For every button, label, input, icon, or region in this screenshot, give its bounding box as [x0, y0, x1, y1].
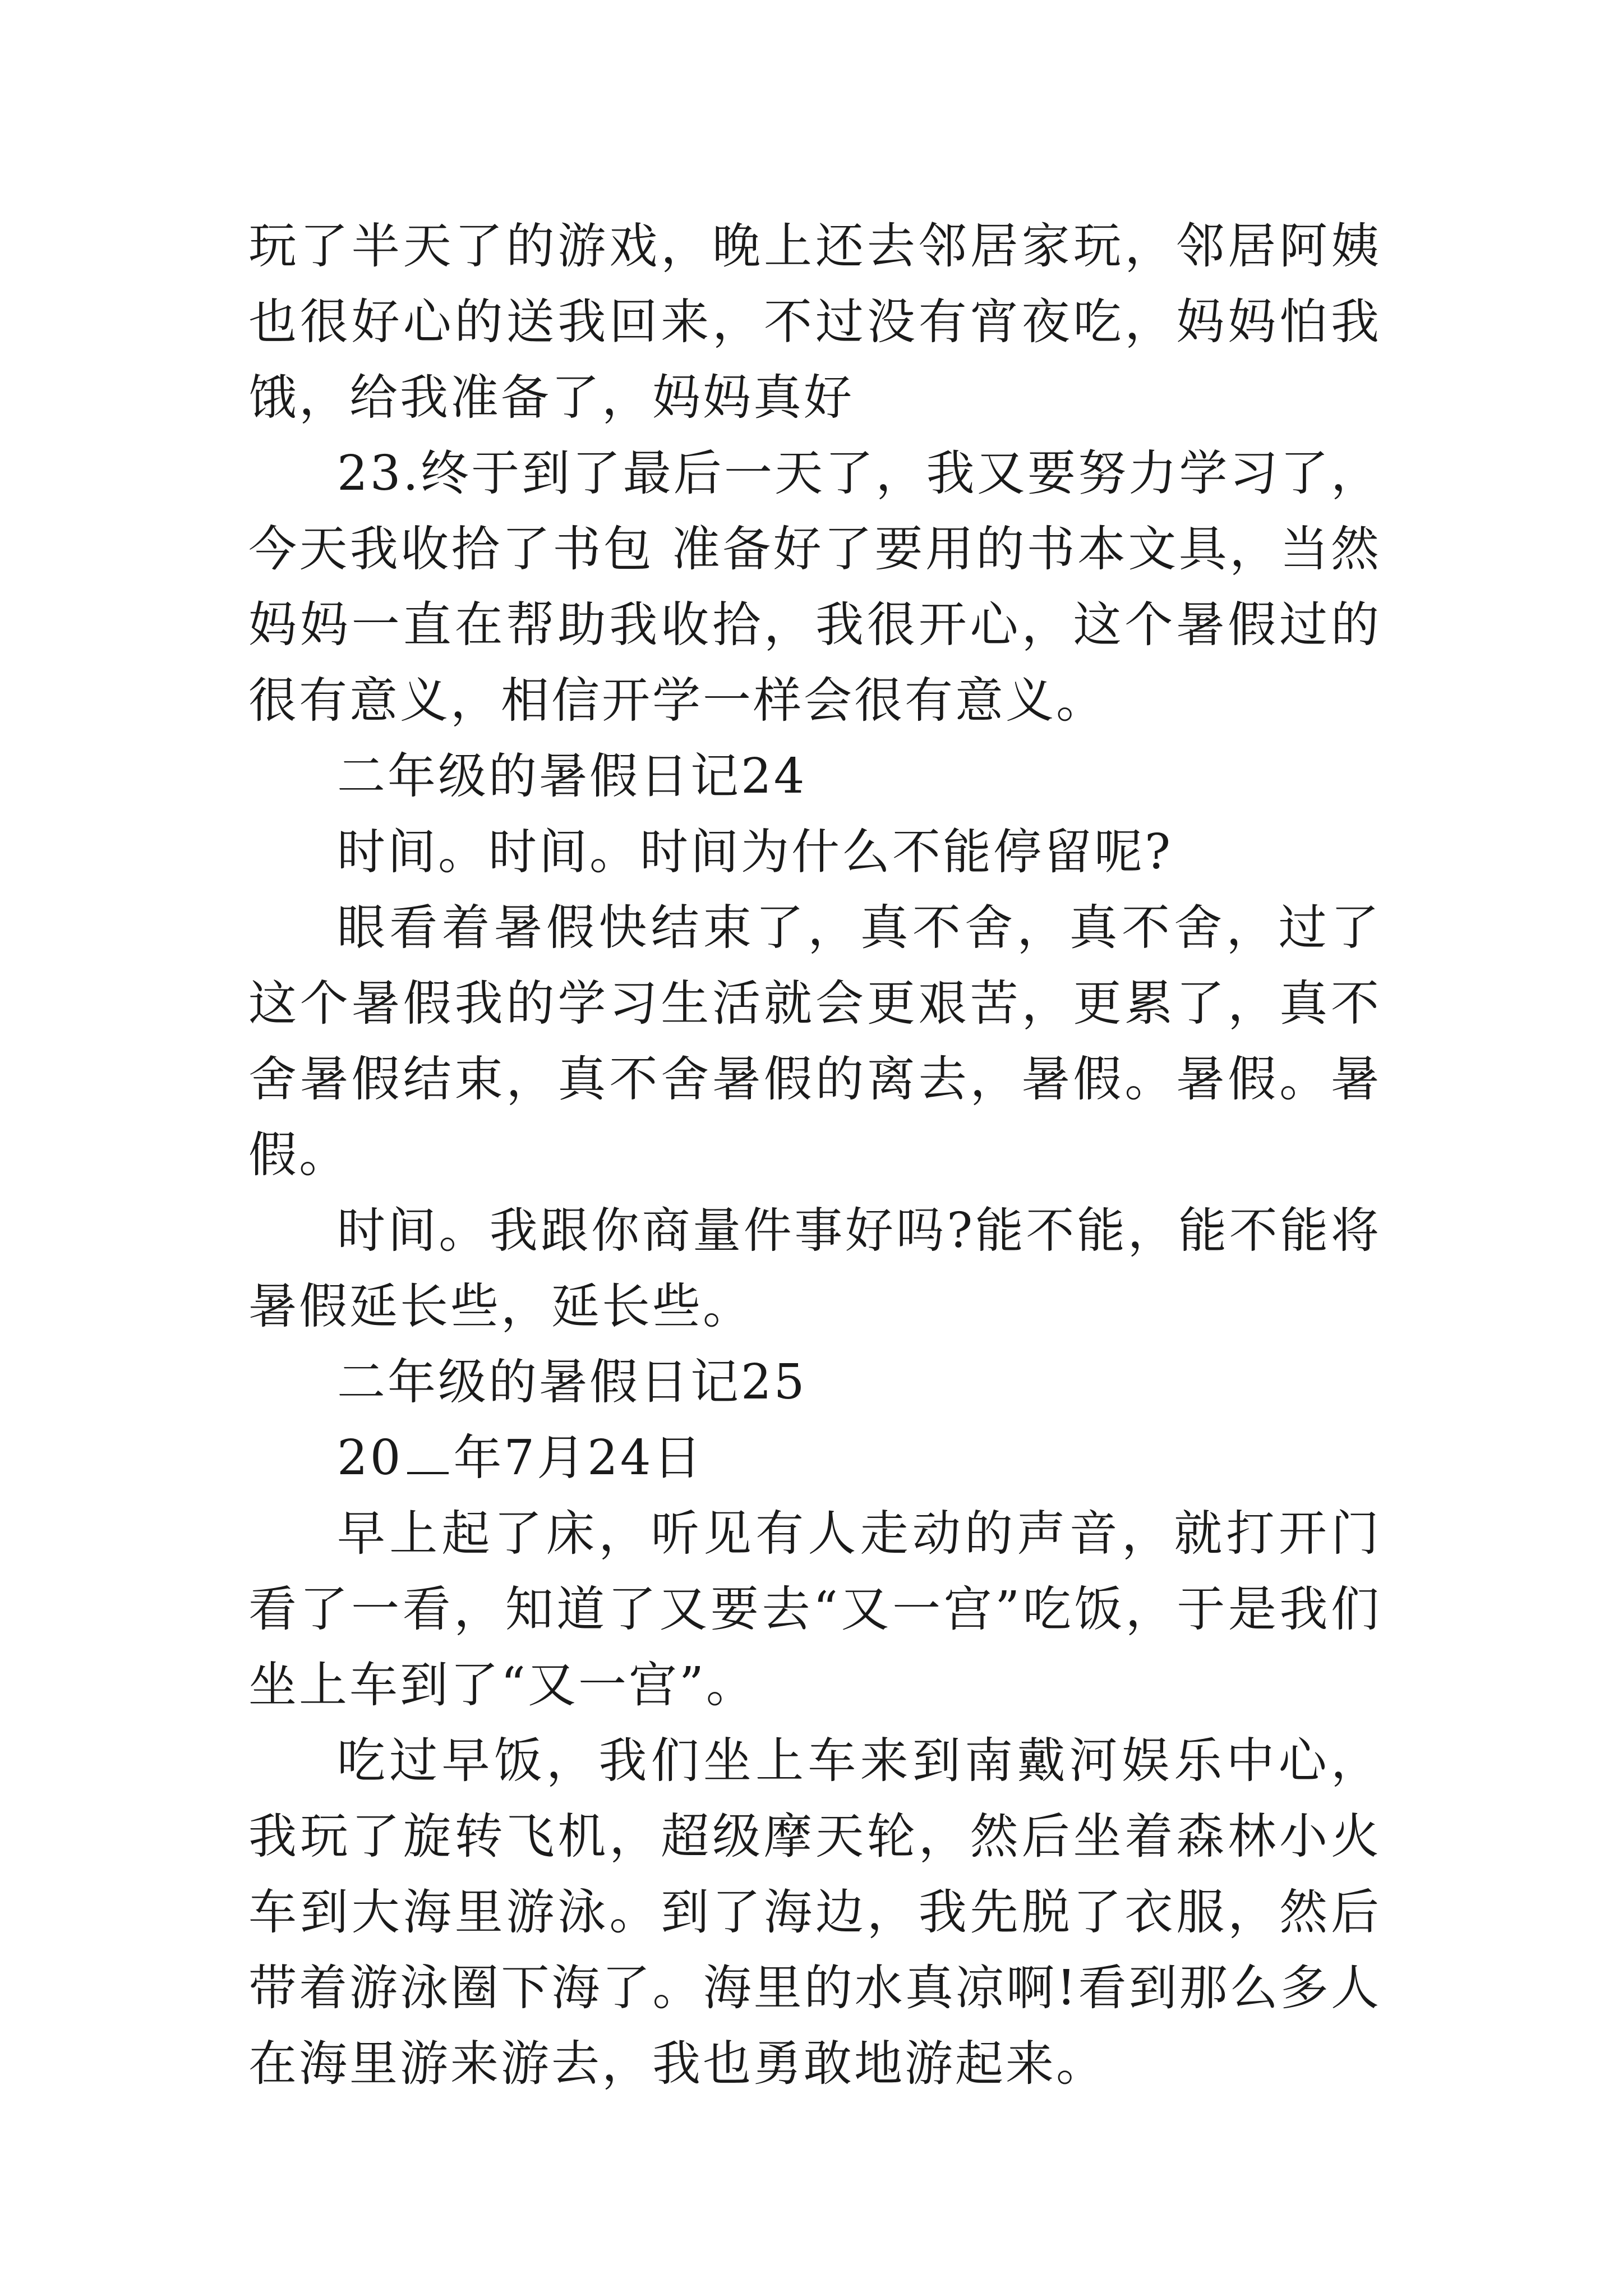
- diary-heading-24: 二年级的暑假日记24: [337, 748, 807, 804]
- paragraph-4: 眼看着暑假快结束了，真不舍，真不舍，过了这个暑假我的学习生活就会更艰苦，更累了，真不舍暑假结束，真不舍暑假的离去，暑假。暑假。暑假。: [248, 900, 1381, 1183]
- paragraph-1: 玩了半天了的游戏，晚上还去邻居家玩，邻居阿姨也很好心的送我回来，不过没有宵夜吃，妈妈怕我饿，给我准备了，妈妈真好: [248, 218, 1381, 426]
- paragraph-7: 吃过早饭，我们坐上车来到南戴河娱乐中心，我玩了旋转飞机，超级摩天轮，然后坐着森林小火车到大海里游泳。到了海边，我先脱了衣服，然后带着游泳圈下海了。海里的水真凉啊!看到那么多人在海里游来游去，我也勇敢地游起来。: [248, 1733, 1381, 2092]
- document-body: [248, 209, 1381, 2102]
- paragraph-6: 早上起了床，听见有人走动的声音，就打开门看了一看，知道了又要去“又一宫”吃饭，于是我们坐上车到了“又一宫”。: [248, 1506, 1381, 1713]
- diary-heading-25: 二年级的暑假日记25: [337, 1354, 807, 1410]
- date-suffix: 年7月24日: [453, 1430, 704, 1486]
- date-blank: [407, 1438, 449, 1474]
- paragraph-2: 23.终于到了最后一天了，我又要努力学习了，今天我收拾了书包 准备好了要用的书本文具，当然妈妈一直在帮助我收拾，我很开心，这个暑假过的很有意义，相信开学一样会很有意义。: [248, 445, 1381, 729]
- date-prefix: 20: [337, 1430, 403, 1486]
- diary-date: [248, 1420, 1381, 1496]
- paragraph-3: 时间。时间。时间为什么不能停留呢?: [337, 824, 1173, 880]
- paragraph-5: 时间。我跟你商量件事好吗?能不能，能不能将暑假延长些，延长些。: [248, 1203, 1381, 1335]
